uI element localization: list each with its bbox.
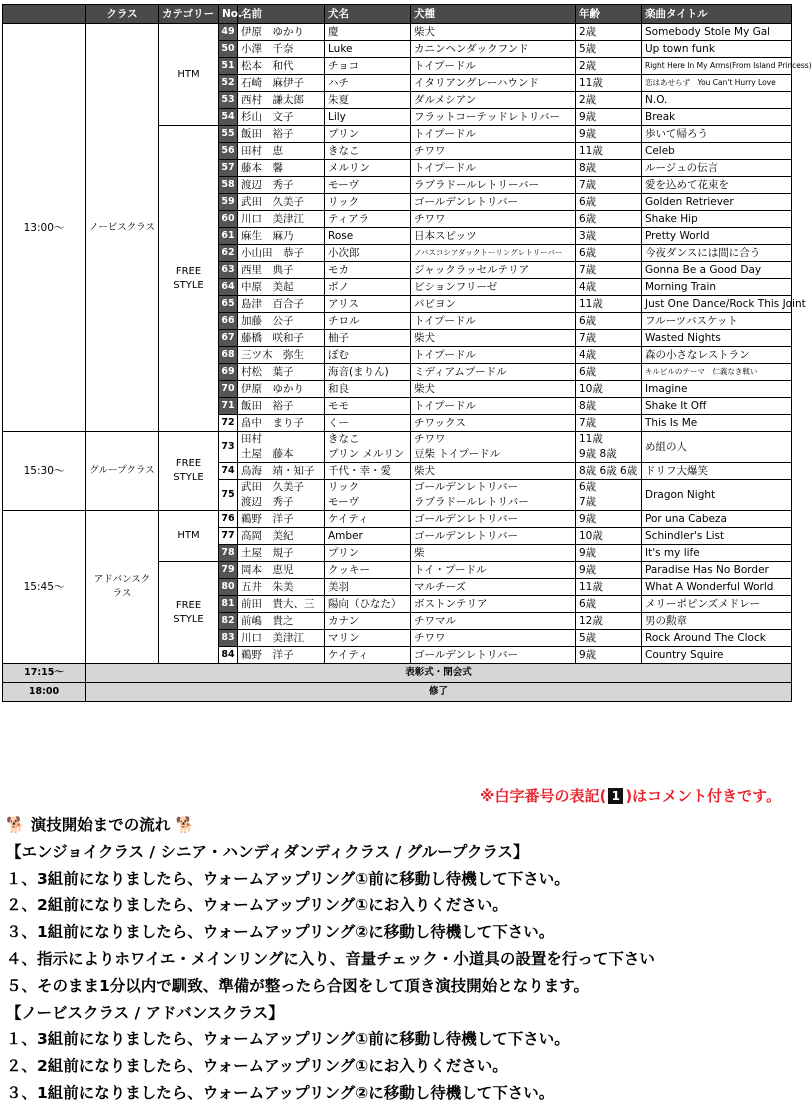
dog-name: モカ [325,262,411,279]
handler-name: 武田 久美子 渡辺 秀子 [238,480,325,511]
flow-line: ３、1組前になりましたら、ウォームアップリング②に移動し待機して下さい。 [6,923,555,942]
dog-breed: トイプードル [411,58,576,75]
entry-number: 83 [219,630,238,647]
header-cell: カテゴリー [159,5,219,24]
entry-number: 57 [219,160,238,177]
song-title: 森の小さなレストラン [642,347,792,364]
dog-breed: ゴールデンレトリバー [411,511,576,528]
entry-number: 58 [219,177,238,194]
dog-age: 3歳 [576,228,642,245]
dog-age: 8歳 6歳 6歳 [576,463,642,480]
song-title: 男の勲章 [642,613,792,630]
dog-breed: チワワ 豆柴 トイプードル [411,432,576,463]
dog-breed: チワマル [411,613,576,630]
dog-age: 10歳 [576,381,642,398]
dog-age: 11歳 [576,75,642,92]
song-title: Pretty World [642,228,792,245]
dog-age: 7歳 [576,330,642,347]
dog-age: 9歳 [576,562,642,579]
song-title: Golden Retriever [642,194,792,211]
entry-number: 73 [219,432,238,463]
dog-name: きなこ プリン メルリン [325,432,411,463]
dog-breed: トイプードル [411,313,576,330]
song-title: Break [642,109,792,126]
dog-name: モモ [325,398,411,415]
dog-age: 4歳 [576,279,642,296]
table-row [3,24,792,41]
dog-name: モーヴ [325,177,411,194]
dog-age: 5歳 [576,630,642,647]
flow-lines [6,839,655,1107]
dog-name: リック モーヴ [325,480,411,511]
dog-breed: マルチーズ [411,579,576,596]
entry-number: 75 [219,480,238,511]
dog-breed: 柴犬 [411,463,576,480]
entry-number: 80 [219,579,238,596]
entry-number: 77 [219,528,238,545]
dog-name: Lily [325,109,411,126]
dog-breed: ミディアムプードル [411,364,576,381]
dog-name: ボノ [325,279,411,296]
dog-age: 4歳 [576,347,642,364]
handler-name: 飯田 裕子 [238,398,325,415]
dog-name: アリス [325,296,411,313]
dog-age: 8歳 [576,398,642,415]
performance-flow [6,812,655,1107]
entry-number: 72 [219,415,238,432]
dog-age: 6歳 [576,313,642,330]
song-title: What A Wonderful World [642,579,792,596]
handler-name: 松本 和代 [238,58,325,75]
entry-number: 70 [219,381,238,398]
dog-name: マリン [325,630,411,647]
song-title: Wasted Nights [642,330,792,347]
entry-number: 55 [219,126,238,143]
handler-name: 鳥海 靖・知子 [238,463,325,480]
flow-line: ３、1組前になりましたら、ウォームアップリング②に移動し待機して下さい。 [6,1083,555,1102]
handler-name: 岡本 恵児 [238,562,325,579]
comment-note [480,785,781,806]
dog-age: 6歳 [576,211,642,228]
song-title: 愛を込めて花束を [642,177,792,194]
dog-breed: トイ・プードル [411,562,576,579]
entry-number: 51 [219,58,238,75]
handler-name: 田村 土屋 藤本 [238,432,325,463]
dog-age: 12歳 [576,613,642,630]
time-cell: 13:00〜 [3,24,86,432]
song-title: Morning Train [642,279,792,296]
dog-age: 6歳 [576,245,642,262]
handler-name: 川口 美津江 [238,211,325,228]
dog-name: ケイティ [325,647,411,664]
entry-number: 59 [219,194,238,211]
flow-line: ２、2組前になりましたら、ウォームアップリング①にお入りください。 [6,896,508,915]
dog-breed: ゴールデンレトリバー ラブラドールレトリバー [411,480,576,511]
footer-row [3,683,792,702]
song-title: Gonna Be a Good Day [642,262,792,279]
dog-breed: 柴犬 [411,381,576,398]
handler-name: 五井 朱美 [238,579,325,596]
handler-name: 前嶋 貴之 [238,613,325,630]
footer-event: 表彰式・閉会式 [86,664,792,683]
handler-name: 田村 恵 [238,143,325,160]
dog-name: チョコ [325,58,411,75]
entry-number: 53 [219,92,238,109]
song-title: Schindler's List [642,528,792,545]
dog-breed: トイプードル [411,126,576,143]
entry-number: 68 [219,347,238,364]
song-title: Shake It Off [642,398,792,415]
footer-row [3,664,792,683]
handler-name: 小山田 恭子 [238,245,325,262]
song-title: N.O. [642,92,792,109]
handler-name: 渡辺 秀子 [238,177,325,194]
handler-name: 鵜野 洋子 [238,647,325,664]
dog-icon: 🐕 [6,816,26,834]
flow-line: ４、指示によりホワイエ・メインリングに入り、音量チェック・小道具の設置を行って下さい [6,949,655,968]
class-cell: ノービスクラス [86,24,159,432]
time-cell: 15:30〜 [3,432,86,511]
dog-name: クッキー [325,562,411,579]
song-title: Dragon Night [642,480,792,511]
handler-name: 土屋 規子 [238,545,325,562]
dog-name: 慶 [325,24,411,41]
handler-name: 藤橋 咲和子 [238,330,325,347]
dog-name: カナン [325,613,411,630]
entry-number: 60 [219,211,238,228]
category-cell: HTM [159,24,219,126]
handler-name: 藤本 馨 [238,160,325,177]
dog-breed: ダルメシアン [411,92,576,109]
dog-breed: ラブラドールレトリーバー [411,177,576,194]
song-title: Por una Cabeza [642,511,792,528]
handler-name: 西村 謙太郎 [238,92,325,109]
handler-name: 飯田 裕子 [238,126,325,143]
song-title: Up town funk [642,41,792,58]
handler-name: 島津 百合子 [238,296,325,313]
song-title: Somebody Stole My Gal [642,24,792,41]
flow-line: １、3組前になりましたら、ウォームアップリング①前に移動し待機して下さい。 [6,869,570,888]
entry-number: 61 [219,228,238,245]
dog-name: 陽向（ひなた） [325,596,411,613]
table-row [3,511,792,528]
song-title: Right Here In My Arms(From Island Princess) [642,58,792,75]
flow-line: 【エンジョイクラス / シニア・ハンディダンディクラス / グループクラス】 [6,842,529,861]
dog-age: 6歳 [576,364,642,381]
header-cell [3,5,86,24]
handler-name: 前田 貴大、三 [238,596,325,613]
song-title: It's my life [642,545,792,562]
song-title: Paradise Has No Border [642,562,792,579]
song-title: Country Squire [642,647,792,664]
entry-number: 63 [219,262,238,279]
dog-name: 柚子 [325,330,411,347]
entry-number: 79 [219,562,238,579]
dog-name: ハチ [325,75,411,92]
dog-name: 海音(まりん) [325,364,411,381]
entry-number: 82 [219,613,238,630]
handler-name: 麻生 麻乃 [238,228,325,245]
dog-breed: 日本スピッツ [411,228,576,245]
flow-line: ２、2組前になりましたら、ウォームアップリング①にお入りください。 [6,1057,508,1076]
dog-breed: チワワ [411,211,576,228]
handler-name: 西里 典子 [238,262,325,279]
dog-breed: チワワ [411,630,576,647]
flow-line: １、3組前になりましたら、ウォームアップリング①前に移動し待機して下さい。 [6,1030,570,1049]
header-cell: クラス [86,5,159,24]
dog-age: 6歳 [576,194,642,211]
dog-age: 10歳 [576,528,642,545]
note-text-before: ※白字番号の表記( [479,787,607,805]
note-badge: 1 [608,788,623,804]
dog-breed: イタリアングレーハウンド [411,75,576,92]
dog-breed: ジャックラッセルテリア [411,262,576,279]
entry-number: 71 [219,398,238,415]
flow-title-text: 演技開始までの流れ [30,816,171,834]
song-title: め組の人 [642,432,792,463]
handler-name: 畠中 まり子 [238,415,325,432]
dog-breed: ゴールデンレトリバー [411,194,576,211]
entry-number: 49 [219,24,238,41]
entry-number: 66 [219,313,238,330]
handler-name: 小澤 千奈 [238,41,325,58]
dog-breed: 柴 [411,545,576,562]
schedule-table [2,4,812,702]
dog-age: 9歳 [576,545,642,562]
dog-breed: 柴犬 [411,24,576,41]
dog-name: Amber [325,528,411,545]
flow-title [6,812,655,839]
song-title: Just One Dance/Rock This Joint [642,296,792,313]
handler-name: 三ツ木 弥生 [238,347,325,364]
dog-name: 美羽 [325,579,411,596]
song-title: Imagine [642,381,792,398]
dog-name: きなこ [325,143,411,160]
song-title: Rock Around The Clock [642,630,792,647]
dog-name: ケイティ [325,511,411,528]
dog-name: リック [325,194,411,211]
dog-age: 8歳 [576,160,642,177]
dog-age: 2歳 [576,92,642,109]
dog-age: 9歳 [576,126,642,143]
entry-number: 78 [219,545,238,562]
dog-breed: トイプードル [411,398,576,415]
dog-age: 9歳 [576,647,642,664]
dog-age: 6歳 [576,596,642,613]
dog-breed: フラットコーテッドレトリバー [411,109,576,126]
song-title: Celeb [642,143,792,160]
dog-age: 5歳 [576,41,642,58]
dog-breed: 柴犬 [411,330,576,347]
flow-line: 【ノービスクラス / アドバンスクラス】 [6,1003,284,1022]
entry-number: 64 [219,279,238,296]
dog-age: 11歳 [576,579,642,596]
entry-number: 62 [219,245,238,262]
dog-breed: チワワ [411,143,576,160]
handler-name: 伊原 ゆかり [238,381,325,398]
dog-age: 7歳 [576,415,642,432]
time-cell: 15:45〜 [3,511,86,664]
dog-name: 朱夏 [325,92,411,109]
class-cell: グループクラス [86,432,159,511]
category-cell: FREE STYLE [159,126,219,432]
dog-name: プリン [325,126,411,143]
handler-name: 鵜野 洋子 [238,511,325,528]
dog-age: 2歳 [576,58,642,75]
dog-breed: パピヨン [411,296,576,313]
dog-age: 7歳 [576,262,642,279]
header-cell: 楽曲タイトル [642,5,792,24]
header-cell: No. [219,5,238,24]
entry-number: 76 [219,511,238,528]
dog-breed: ゴールデンレトリバー [411,528,576,545]
handler-name: 加藤 公子 [238,313,325,330]
category-cell: FREE STYLE [159,562,219,664]
entry-number: 84 [219,647,238,664]
class-cell: アドバンスクラス [86,511,159,664]
header-cell: 年齢 [576,5,642,24]
dog-age: 11歳 9歳 8歳 [576,432,642,463]
dog-breed: トイプードル [411,160,576,177]
dog-name: 和良 [325,381,411,398]
entry-number: 54 [219,109,238,126]
footer-event: 修了 [86,683,792,702]
dog-name: プリン [325,545,411,562]
dog-age: 6歳 7歳 [576,480,642,511]
dog-name: Luke [325,41,411,58]
handler-name: 高岡 美紀 [238,528,325,545]
entry-number: 81 [219,596,238,613]
song-title: フルーツバスケット [642,313,792,330]
entry-number: 52 [219,75,238,92]
header-cell: 犬種 [411,5,576,24]
dog-name: メルリン [325,160,411,177]
dog-age: 2歳 [576,24,642,41]
dog-breed: カニンヘンダックフンド [411,41,576,58]
song-title: Shake Hip [642,211,792,228]
dog-name: Rose [325,228,411,245]
dog-icon: 🐕 [175,816,195,834]
song-title: 恋はあせらず You Can't Hurry Love [642,75,792,92]
dog-name: ティアラ [325,211,411,228]
note-text-after: )はコメント付きです。 [625,787,781,805]
song-title: This Is Me [642,415,792,432]
handler-name: 村松 葉子 [238,364,325,381]
song-title: 今夜ダンスには間に合う [642,245,792,262]
handler-name: 伊原 ゆかり [238,24,325,41]
dog-age: 11歳 [576,296,642,313]
dog-age: 9歳 [576,511,642,528]
category-cell: HTM [159,511,219,562]
entry-number: 67 [219,330,238,347]
header-cell: 名前 [238,5,325,24]
dog-name: 小次郎 [325,245,411,262]
handler-name: 川口 美津江 [238,630,325,647]
entry-number: 74 [219,463,238,480]
header-cell: 犬名 [325,5,411,24]
dog-name: チロル [325,313,411,330]
dog-name: くー [325,415,411,432]
entry-number: 65 [219,296,238,313]
dog-breed: ノバスコシアダックトーリングレトリーバー [411,245,576,262]
song-title: ルージュの伝言 [642,160,792,177]
entry-number: 56 [219,143,238,160]
entry-number: 50 [219,41,238,58]
handler-name: 杉山 文子 [238,109,325,126]
dog-age: 11歳 [576,143,642,160]
dog-age: 9歳 [576,109,642,126]
category-cell: FREE STYLE [159,432,219,511]
table-header-row [3,5,792,24]
handler-name: 石崎 麻伊子 [238,75,325,92]
flow-line: ５、そのまま1分以内で馴致、準備が整ったら合図をして頂き演技開始となります。 [6,976,590,995]
song-title: メリーポピンズメドレー [642,596,792,613]
table-body [3,24,812,702]
footer-time: 17:15〜 [3,664,86,683]
dog-breed: ゴールデンレトリバー [411,647,576,664]
dog-name: 千代・幸・愛 [325,463,411,480]
entry-number: 69 [219,364,238,381]
handler-name: 武田 久美子 [238,194,325,211]
song-title: ドリフ大爆笑 [642,463,792,480]
handler-name: 中原 美起 [238,279,325,296]
table-row [3,432,792,463]
song-title: 歩いて帰ろう [642,126,792,143]
dog-name: ぼむ [325,347,411,364]
dog-breed: トイプードル [411,347,576,364]
footer-time: 18:00 [3,683,86,702]
song-title: キルビルのテーマ 仁義なき戦い [642,364,792,381]
dog-age: 7歳 [576,177,642,194]
dog-breed: チワックス [411,415,576,432]
dog-breed: ビションフリーゼ [411,279,576,296]
dog-breed: ボストンテリア [411,596,576,613]
